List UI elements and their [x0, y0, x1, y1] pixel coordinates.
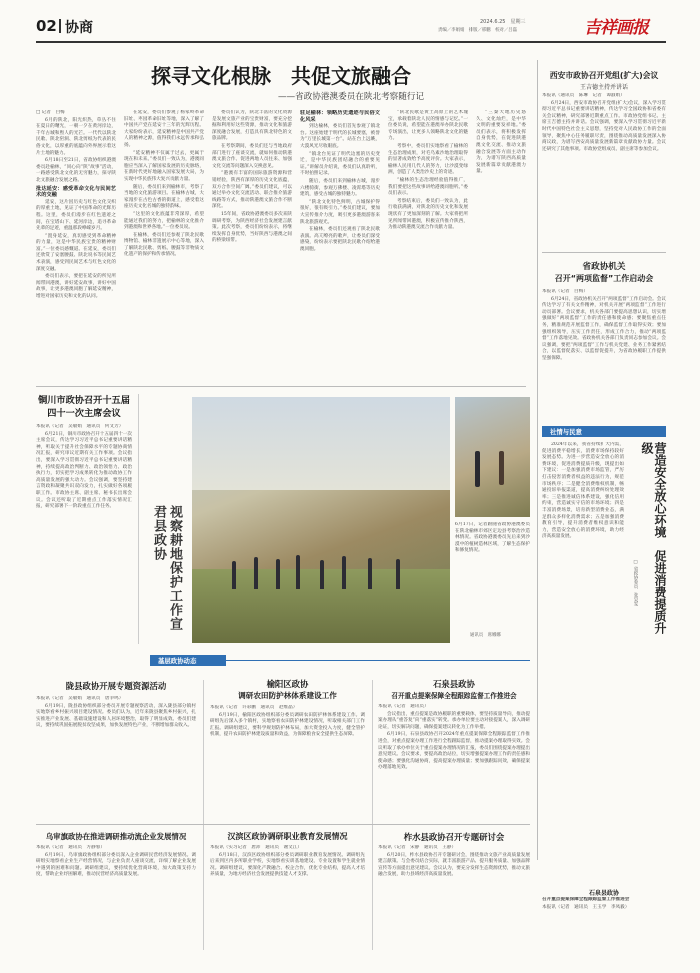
paragraph: 6月18日至21日，省政协组织港澳委员赴榆林，“同心向“陕”故事”活动，一路感受陕北文化的无穷魅力，探寻陕北文旅融合发展之路。	[36, 158, 116, 183]
hanbin-title: 汉滨区政协调研职业教育发展情况	[227, 832, 348, 841]
paragraph: “陕北文化特色鲜明，古城保护得很好，很有吸引力。”委员们建议，要加大宣传推介力度，吸引更多港澳游客来陕北旅游观光。	[300, 199, 380, 225]
yuyang-subtitle: 调研农田防护林体系建设工作	[238, 691, 337, 700]
lead-title: 探寻文化根脉 共促文旅融合	[151, 64, 411, 88]
paragraph: “镇北台见证了明代边塞的历史变迁，是中华民族团结融合的重要见证。”讲解员介绍说，委员们认真聆听，不时拍照记录。	[300, 151, 380, 177]
cppcc-organ-body	[542, 289, 666, 421]
subhead: 批达延安：感受革命文化与民间艺术的交融	[36, 185, 116, 199]
byline: 本报讯（实习记者 唐沛 通讯员 谢文江）	[210, 845, 302, 850]
paragraph: 6月24日，省政协机关召开“两项监督”工作启动会。会议传达学习了有关文件精神，对机关开展“两项监督”工作进行动员部署。会议要求，机关各部门要提高思想认识，切实增强做好“两项监督”工作的责任感和使命感；要聚焦重点任务，精准规范开展监督工作，确保监督工作取得实效；要加强组织领导，压实工作责任，形成工作合力，推动“两项监督”工作落地见效。省政协机关各部门负责同志参加会议。会议强调，要把“两项监督”工作与机关党建、业务工作紧密结合，以监督促落实、以监督促提升，为省政协履职工作提供坚强保障。	[542, 296, 666, 361]
byline: 本报讯（记者 白梅）	[542, 289, 588, 294]
section-banner-label: 社情与民意	[550, 428, 582, 436]
byline: 本报讯（记者 许彩鹏 通讯员 赵维晶）	[210, 705, 298, 710]
paragraph: 随后，委员们来到榆林市，考察了当地的文化旅游项目。在榆林古城，大家漫步在古色古香的街道上，感受着这座历史文化名城的独特韵味。	[124, 184, 204, 210]
paragraph: “这里的文化底蕴非常深厚，希望能通过我们的努力，把榆林的文化推介到港澳和世界各地。”一位委员说。	[124, 211, 204, 231]
byline: 本报讯（记者 宋静 通讯员 王静）	[378, 845, 457, 850]
caption-text: 6月17日，记者跟随省政协港澳委员在陕北榆林市郊区定边县考察治沙造林情况。省政协港澳委员先后来到沙漠中的植树造林区域，了解生态保护和修复情况。	[455, 522, 530, 554]
bottom-row-rule	[36, 824, 530, 825]
paragraph: 2024年以来，我省持续扩大内需，促进消费平稳增长，消费市场保持较好发展态势。为进一步营造安全放心的消费环境，促进消费提质升级，现提出如下建议：一是加强消费市场监管，严厉打击侵害消费者权益的违法行为，规范市场秩序；二是健全消费维权机制，畅通投诉举报渠道，提高消费纠纷处理效率；三是推进诚信体系建设，强化信用约束，营造诚实守信的市场环境；四是丰富消费场景，培育新型消费业态，满足群众多样化消费需求；五是加强消费教育引导，提升消费者维权意识和能力，营造安全放心的消费环境，助力经济高质量发展。	[542, 442, 624, 540]
masthead	[0, 0, 700, 40]
paragraph: 延安，这片因历史与红色文化交织的厚重土地，见证了中国革命的光辉历程。这里，委员们漫步在红色遗迹之间，在宝塔山下、延河岸边，追寻革命先辈的足迹，重温那段峥嵘岁月。	[36, 199, 116, 232]
paragraph: 6月19日，陇县政协组织部分委员开展专题视察活动，深入陇县部分镇村实地察看乡村振兴项目建设情况。委员们认为，近年来陇县聚焦乡村振兴，扎实推进产业发展、基础设施建设和人居环境整治，取得了明显成效。委员们建议，要持续巩固拓展脱贫攻坚成果，加快发展特色产业，不断增加群众收入。	[36, 703, 196, 729]
paragraph: 在榆林，委员们还观看了陕北民歌表演。高亢嘹亮的歌声，让委员们深受感染，纷纷表示要把陕北民歌介绍给港澳同胞。	[300, 227, 380, 252]
paragraph: 在榆林，委员们还参观了陕北民歌博物馆、榆林非遗展示中心等地，深入了解陕北民歌、剪纸、腰鼓等非物质文化遗产的保护和传承情况。	[124, 232, 204, 258]
tongchuan-title: 铜川市政协召开十五届四十一次主席会议	[38, 395, 130, 419]
paragraph: 6月19日，石泉县政协召开2024年重点提案保障全程跟踪监督工作推进会，对重点提案办理工作进行全程跟踪监督，推动提案办理取得实效。会议听取了承办单位关于重点提案办理情况的汇报，委员们围绕提案办理提出意见建议。会议要求，要提高政治站位，切实增强提案办理工作的责任感和使命感；要强化沟通协商，提高提案办理质量；要加强跟踪问效，确保提案办理落地见效。	[378, 732, 530, 771]
byline: 本报讯（记者 通讯员）	[378, 704, 429, 709]
paragraph: “陕北民歌是黄土高原上的艺术瑰宝，承载着陕北人民的情感与记忆。”一位委员说，希望能在港澳举办陕北民歌专场演出，让更多人领略陕北文化的魅力。	[388, 110, 468, 142]
shiquan-subtitle: 召开重点提案保障全程跟踪监督工作推进会	[391, 692, 517, 700]
hanbin-body	[210, 845, 365, 951]
paragraph: 6月19日，乌审旗政协组织部分委员深入企业调研民营经济发展情况。调研组实地察看企业生产经营情况，与企业负责人座谈交流，详细了解企业发展中遇到的困难和问题。调研组建议，要持续优化营商环境，加大政策支持力度，帮助企业纾困解难，推动民营经济高质量发展。	[36, 852, 196, 878]
paragraph: 考察中，委员们实地察看了榆林的生态治理成果，对毛乌素沙地治理取得的显著成效给予高度评价。大家表示，榆林人民用几代人的努力，让沙漠变绿洲，创造了人类治沙史上的奇迹。	[388, 143, 468, 176]
editor-line: 责编／李娟娟 排版／邢鹏 校对／吕磊	[438, 28, 518, 33]
divider	[138, 394, 139, 644]
lead-subtitle: ——省政协港澳委员在陕北考察随行记	[277, 92, 425, 102]
divider	[542, 252, 666, 253]
paragraph: 6月24日，西安市政协召开党组(扩大)会议，深入学习贯彻习近平总书记重要讲话精神，传达学习全国政协和省委有关会议精神，研究部署近期重点工作。市政协党组书记、主席王吉德主持并讲话。会议强调，要深入学习贯彻习近平新时代中国特色社会主义思想，坚持党对人民政协工作的全面领导，聚焦中心任务履职尽责，围绕推动高质量发展深入协商议政，为谱写西安高质量发展新篇章贡献政协力量。会议还研究了其他事项。市政协党组成员、副主席等参加会议。	[542, 100, 666, 152]
xian-body	[542, 93, 666, 245]
figures	[192, 505, 450, 589]
photo-caption	[455, 522, 530, 632]
byline: 本报讯（记者 吴敏娟 通讯员 何文芳）	[36, 424, 124, 429]
paragraph: “三秦大地历史悠久、文化灿烂，是中华文明的重要发祥地。”委员们表示，将积极发挥自身优势，在促进陕港澳文化交流、推动文旅融合发展等方面主动作为，为谱写陕西高质量发展新篇章贡献港澳力量。	[476, 110, 526, 175]
lead-column-6	[476, 110, 526, 378]
divider	[372, 680, 373, 950]
page-number: 02	[36, 17, 57, 35]
social-headline: 营造安全放心环境 促进消费提质升级	[640, 442, 667, 634]
field-photo-1	[192, 397, 450, 643]
paragraph: 在考察期间，委员们还与当地政府部门进行了座谈交流，就如何推动陕港澳文旅合作、促进两地人员往来、加强文化交流等问题深入交换意见。	[212, 143, 292, 169]
photo-side-headline: 视察耕地保护工作宣君县政协	[151, 505, 182, 631]
paragraph: 随后，委员们来到榆林古城，漫步六楼骑街，参观万佛楼、凌霄塔等历史建筑，感受古城的独特魅力。	[300, 178, 380, 198]
masthead-divider	[59, 19, 61, 33]
paragraph: 15年间，省政协港澳委员多次来陕调研考察，为陕西经济社会发展建言献策。此次考察，委员们纷纷表示，将继续发挥自身优势，当好陕西与港澳之间的桥梁纽带。	[212, 211, 292, 244]
byline: □ 记者 白梅	[36, 110, 65, 115]
paragraph: 委员们表示，要把在延安的所见所闻带回港澳，讲好延安故事，讲好中国故事，让更多港澳同胞了解延安精神，增进对国家历史和文化的认同。	[36, 274, 116, 300]
byline: 本报讯（记者 吴敏娟 通讯员 唐争鸣）	[36, 696, 124, 701]
paragraph: 考察结束后，委员们一致认为，此行收获满满，对陕北的历史文化和发展现状有了更加深刻的了解。大家将把所见所闻带回港澳，积极宣传推介陕西，为推动陕港澳交流合作贡献力量。	[388, 198, 468, 231]
wushen-body	[36, 845, 196, 951]
photo-credit: 通讯员 席娜娜	[470, 633, 501, 638]
xian-title: 西安市政协召开党组(扩大)会议	[549, 71, 659, 80]
tongchuan-body	[36, 424, 132, 648]
lead-column-5	[388, 110, 468, 378]
paragraph: 在延安，委员们参观了杨家岭革命旧址、枣园革命旧址等地，深入了解了中国共产党在延安十三年的光辉历程。大家纷纷表示，延安精神是中国共产党人的精神之源，值得我们永远传承和弘扬。	[124, 110, 204, 148]
brand-logo: 吉祥画报	[584, 18, 648, 38]
paragraph: 到达榆林，委员们首先参观了镇北台。这座始建于明代的长城要塞，被誉为“万里长城第一台”。站在台上远眺，大漠风光尽收眼底。	[300, 124, 380, 149]
lead-column-3	[212, 110, 292, 378]
section-bar-label: 基层政协动态	[158, 657, 197, 665]
lead-column-2	[124, 110, 204, 378]
yuyang-title: 榆阳区政协	[266, 679, 309, 689]
zhashui-body	[378, 845, 530, 951]
byline: 本报讯（记者 通讯员 方静蓉）	[36, 845, 105, 850]
section-banner-social	[542, 426, 666, 437]
yuyang-body	[210, 705, 365, 818]
paragraph: 6月19日，榆阳区政协组织部分委员调研农田防护林体系建设工作。调研组先后深入多个镇村，实地察看农田防护林建设情况，听取相关部门工作汇报。调研组建议，要科学规划防护林布局，加大资金投入力度，健全管护机制，提升农田防护林建设质量和效益，为保障粮食安全提供生态屏障。	[210, 712, 365, 738]
section-name: 协商	[65, 20, 93, 36]
lead-column-1	[36, 110, 116, 378]
longxian-title: 陇县政协开展专题资源活动	[65, 681, 167, 691]
paragraph: 会议指出，重点提案是政协履职的重要载体，要坚持质量导向，推动提案办理从“重答复”向“重落实”转变。承办单位要主动对接提案人，深入调研论证，切实解决问题，确保提案建议转化为工作举措。	[378, 711, 530, 730]
shiquan-right-title: 石泉县政协	[588, 890, 619, 897]
longxian-body	[36, 696, 196, 818]
lead-bottom-rule	[36, 386, 526, 387]
cppcc-organ-subtitle: 召开“两项监督”工作启动会	[554, 274, 654, 283]
paragraph: “置身延安，真切感受到革命精神的力量，这是中华民族宝贵的精神财富。”一位委员感慨道。在延安，委员们还欣赏了安塞腰鼓、陕北说书等民间艺术表演，感受到民间艺术与红色文化的深度交融。	[36, 233, 116, 272]
date-line: 2024.6.25 星期三	[480, 19, 526, 25]
shiquan-body	[378, 704, 530, 818]
paragraph: “榆林的生态治理经验值得推广，我们要把这些故事讲给港澳同胞听。”委员们表示。	[388, 177, 468, 197]
field-photo-2	[455, 397, 530, 517]
social-body	[542, 442, 624, 882]
social-byline: □ 省政协委员 张昊雯	[633, 560, 638, 606]
shiquan-title: 石泉县政协	[433, 679, 475, 689]
right-column-divider	[537, 60, 538, 860]
shiquan-right-sub	[542, 897, 666, 949]
divider	[203, 680, 204, 950]
subhead: 驻足榆林：领略历史遗迹与民俗文化风采	[300, 110, 380, 123]
paragraph: 委员们认为，陕北丰富的文化资源是发展文旅产业的宝贵财富，要充分挖掘和利用好这些资源，推动文化和旅游深度融合发展，打造具有陕北特色的文旅品牌。	[212, 110, 292, 142]
masthead-rule	[36, 41, 666, 43]
lead-column-4	[300, 110, 380, 378]
byline: 本报讯（通讯员 陈琳 记者 谭淑娟）	[542, 93, 625, 98]
paragraph: 6月18日，汉滨区政协组织部分委员调研职业教育发展情况。调研组先后来到区内多所职业学校，实地察看实训基地建设、专业设置和学生就业情况。调研组建议，要深化产教融合、校企合作，优化专业结构，提高人才培养质量，为地方经济社会发展提供技能人才支撑。	[210, 852, 365, 878]
byline: 本报讯（记者 通讯员 王玉学 李凤毅）	[542, 904, 630, 910]
xian-subtitle: 王吉德主持并讲话	[579, 84, 628, 91]
paragraph: 6月的陕北，阳光炽热，草丛不住在夏日的曙光，一朝一夕在黄河岸边，千年古城和煦人的光芒。一代代以陕北民歌、陕北窑洞、陕北剪纸为代表的民俗文化，以厚重的底蕴向外界展示着这片土地的魅力。	[36, 117, 116, 156]
paragraph: “港澳有丰富的国际旅游资源和营销经验，陕西有深厚的历史文化底蕴，双方合作空间广阔。”委员们建议，可以通过举办文化交流活动、联合推介旅游线路等方式，推动陕港澳文旅合作不断深化。	[212, 171, 292, 210]
paragraph: “延安精神不仅属于过去，更属于现在和未来。”委员们一致认为，港澳同胞应当深入了解国家发展的历史脉络，在新时代更好地融入国家发展大局，为实现中华民族伟大复兴贡献力量。	[124, 150, 204, 182]
wushen-title: 乌审旗政协在推进调研推动流企业发展情况	[45, 832, 187, 841]
subtitle: 召开重点提案保障全程跟踪监督工作推进会	[542, 897, 630, 902]
paragraph: 6月20日，柞水县政协召开专题研讨会，围绕推动文旅产业高质量发展建言献策。与会委员结合实际，就丰富旅游产品、提升服务质量、加强品牌宣传等方面提出意见建议。会议认为，要充分发挥生态资源优势，推动文旅融合发展，助力县域经济高质量发展。	[378, 852, 530, 878]
cppcc-organ-title: 省政协机关	[582, 262, 626, 272]
zhashui-title: 柞水县政协召开专题研讨会	[403, 832, 505, 842]
paragraph: 6月21日，铜川市政协召开十五届四十一次主席会议，传达学习习近平总书记重要讲话精神，听取关于提升社会保障水平的专题协商情况汇报，研究审议近期有关工作事项。会议指出，要深入学习贯彻习近平总书记重要讲话精神，持续提高政治判断力、政治领悟力、政治执行力，切实把学习成果转化为推动政协工作高质量发展的强大动力。会议强调，要坚持建言资政和凝聚共识双向发力，扎实做好各项履职工作。市政协主席、副主席、秘书长出席会议。会议还听取了近期重点工作落实情况汇报，研究部署下一阶段重点工作任务。	[36, 431, 132, 510]
section-bar	[150, 655, 530, 666]
